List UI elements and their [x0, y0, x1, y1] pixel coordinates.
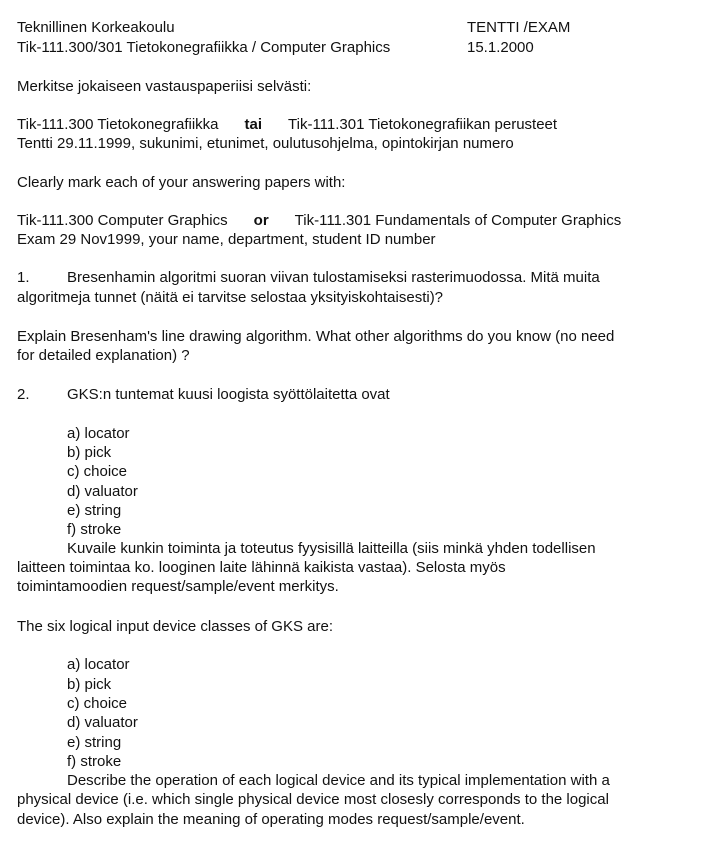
q1-en-line2: for detailed explanation) ?: [17, 347, 190, 364]
course-b-en: Tik-111.301 Fundamentals of Computer Graphics: [294, 212, 622, 229]
or-word-en: or: [253, 212, 269, 229]
instructions-fi-intro: Merkitse jokaiseen vastauspaperiisi selvästi:: [17, 78, 312, 95]
q2-fi-item-e: e) string: [67, 502, 122, 519]
q2-en-item-b: b) pick: [67, 676, 112, 693]
q1-number: 1.: [17, 269, 30, 286]
instructions-en-courses: [17, 211, 621, 231]
q2-fi-desc3: toimintamoodien request/sample/event merkitys.: [17, 578, 339, 595]
q2-fi-item-d: d) valuator: [67, 483, 138, 500]
exam-date: 15.1.2000: [467, 39, 534, 56]
q2-fi-item-c: c) choice: [67, 463, 128, 480]
q2-en-item-d: d) valuator: [67, 714, 138, 731]
exam-label: TENTTI /EXAM: [467, 19, 571, 36]
q2-en-desc2: physical device (i.e. which single physical device most closesly corresponds to the logical: [17, 791, 609, 808]
q2-en-intro: The six logical input device classes of GKS are:: [17, 618, 333, 635]
q2-en-desc3: device). Also explain the meaning of operating modes request/sample/event.: [17, 811, 525, 828]
q1-fi-line1: Bresenhamin algoritmi suoran viivan tulostamiseksi rasterimuodossa. Mitä muita: [67, 269, 600, 286]
q2-en-item-e: e) string: [67, 734, 122, 751]
q2-en-desc1: Describe the operation of each logical device and its typical implementation with a: [67, 772, 610, 789]
course-a-en: Tik-111.300 Computer Graphics: [17, 212, 228, 229]
q2-fi-item-f: f) stroke: [67, 521, 122, 538]
instructions-en-details: Exam 29 Nov1999, your name, department, student ID number: [17, 231, 436, 248]
instructions-fi-details: Tentti 29.11.1999, sukunimi, etunimet, oulutusohjelma, opintokirjan numero: [17, 135, 514, 152]
course-b-fi: Tik-111.301 Tietokonegrafiikan perusteet: [288, 116, 558, 133]
q2-en-item-f: f) stroke: [67, 753, 122, 770]
q2-number: 2.: [17, 386, 30, 403]
q2-fi-item-a: a) locator: [67, 425, 130, 442]
q2-en-item-a: a) locator: [67, 656, 130, 673]
course-a-fi: Tik-111.300 Tietokonegrafiikka: [17, 116, 219, 133]
course-title: Tik-111.300/301 Tietokonegrafiikka / Computer Graphics: [17, 39, 391, 56]
q2-fi-item-b: b) pick: [67, 444, 112, 461]
q2-en-item-c: c) choice: [67, 695, 128, 712]
q2-fi-desc2: laitteen toimintaa ko. looginen laite lähinnä kaikista vastaa). Selosta myös: [17, 559, 506, 576]
or-word-fi: tai: [244, 116, 263, 133]
q2-fi-desc1: Kuvaile kunkin toiminta ja toteutus fyysisillä laitteilla (siis minkä yhden todellisen: [67, 540, 596, 557]
instructions-fi-courses: [17, 115, 557, 135]
q1-fi-line2: algoritmeja tunnet (näitä ei tarvitse selostaa yksityiskohtaisesti)?: [17, 289, 444, 306]
q2-fi-intro: GKS:n tuntemat kuusi loogista syöttölaitetta ovat: [67, 386, 390, 403]
instructions-en-intro: Clearly mark each of your answering papers with:: [17, 174, 346, 191]
institution: Teknillinen Korkeakoulu: [17, 19, 175, 36]
q1-en-line1: Explain Bresenham's line drawing algorithm. What other algorithms do you know (no need: [17, 328, 615, 345]
